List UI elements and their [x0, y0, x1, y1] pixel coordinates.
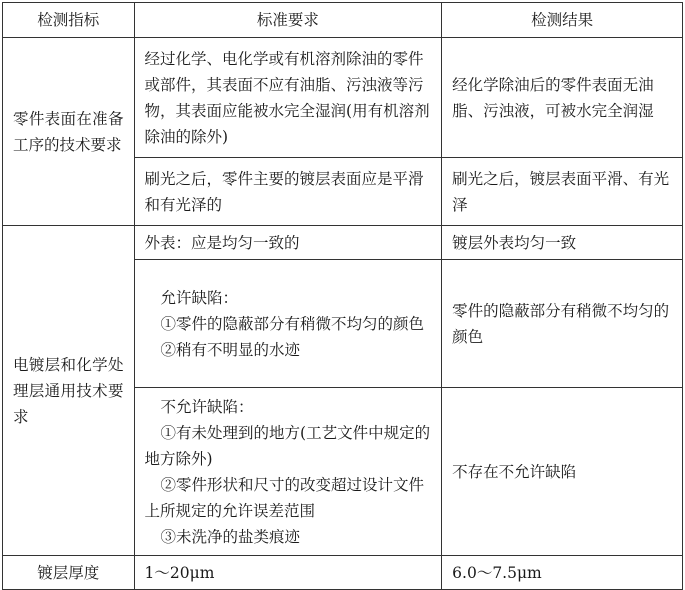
- requirement-cell: 经过化学、电化学或有机溶剂除油的零件或部件，其表面不应有油脂、污浊液等污物，其表面应能被水完全湿润(用有机溶剂除油的除外): [134, 38, 442, 158]
- table-row: [3, 226, 683, 260]
- result-cell: 经化学除油后的零件表面无油脂、污浊液，可被水完全润湿: [442, 38, 683, 158]
- table-row: [3, 38, 683, 158]
- category-plating-general: 电镀层和化学处理层通用技术要求: [3, 226, 135, 556]
- inspection-table: [2, 2, 683, 590]
- requirement-cell: 1～20μm: [134, 556, 442, 590]
- req-item: ①有未处理到的地方(工艺文件中规定的地方除外): [144, 423, 431, 468]
- result-cell: 刷光之后，镀层表面平滑、有光泽: [442, 158, 683, 226]
- result-cell: 6.0～7.5μm: [442, 556, 683, 590]
- table-header-row: [3, 3, 683, 38]
- table-row: [3, 556, 683, 590]
- requirement-cell: [134, 388, 442, 556]
- result-cell: 镀层外表均匀一致: [442, 226, 683, 260]
- result-cell: 零件的隐蔽部分有稍微不均匀的颜色: [442, 260, 683, 388]
- category-thickness: 镀层厚度: [3, 556, 135, 590]
- requirement-cell: 刷光之后，零件主要的镀层表面应是平滑和有光泽的: [134, 158, 442, 226]
- header-result: 检测结果: [442, 3, 683, 38]
- requirement-cell: [134, 260, 442, 388]
- category-surface-prep: 零件表面在准备工序的技术要求: [3, 38, 135, 226]
- result-cell: 不存在不允许缺陷: [442, 388, 683, 556]
- req-item: ②稍有不明显的水迹: [160, 340, 301, 359]
- req-item: ③未洗净的盐类痕迹: [160, 527, 301, 546]
- requirement-cell: 外表：应是均匀一致的: [134, 226, 442, 260]
- header-standard: 标准要求: [134, 3, 442, 38]
- req-item: ②零件形状和尺寸的改变超过设计文件上所规定的允许误差范围: [144, 475, 425, 520]
- req-title: 允许缺陷：: [160, 288, 239, 307]
- req-title: 不允许缺陷：: [160, 397, 254, 416]
- header-indicator: 检测指标: [3, 3, 135, 38]
- req-item: ①零件的隐蔽部分有稍微不均匀的颜色: [160, 314, 425, 333]
